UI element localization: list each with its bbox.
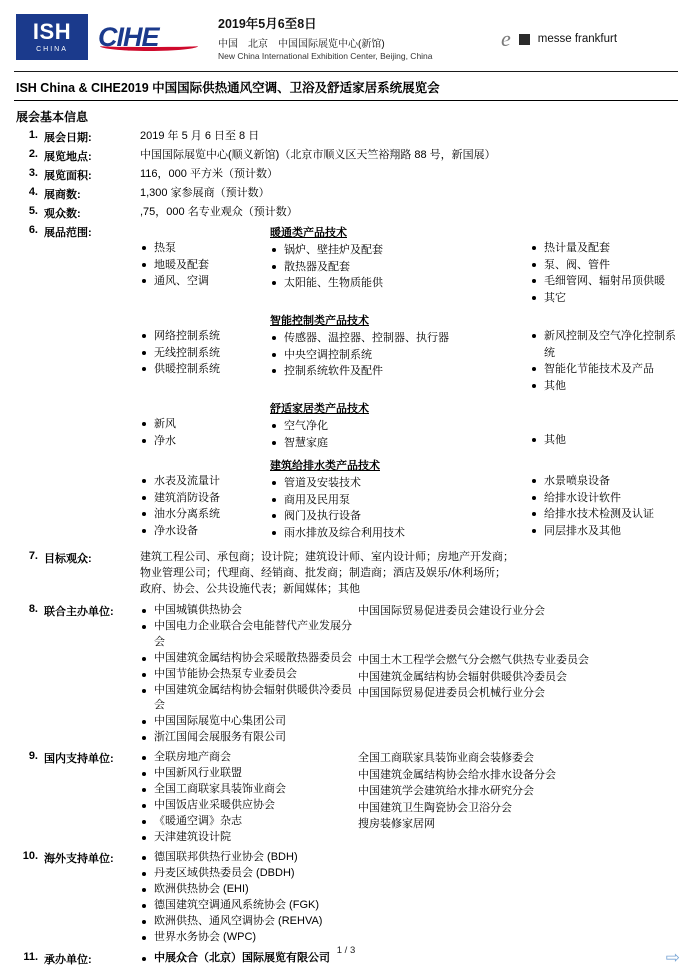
event-location-en: New China International Exhibition Center, Beijing, China	[218, 51, 433, 61]
scope-left-list	[140, 416, 270, 449]
info-row-domestic-supporters	[14, 750, 678, 846]
row-number: 1.	[28, 129, 38, 141]
list-item	[358, 636, 678, 653]
info-row-venue	[14, 148, 678, 164]
co-organizers-list-1	[140, 603, 358, 746]
row-number: 6.	[28, 224, 38, 236]
list-item: 中国城镇供热协会	[140, 603, 358, 619]
list-item: 其他	[530, 378, 678, 395]
scope-mid-column	[270, 312, 530, 394]
list-item: 浙江国闻会展服务有限公司	[140, 730, 358, 746]
list-item: 天津建筑设计院	[140, 830, 358, 846]
list-item: 中国建筑学会建筑给水排水研究分会	[358, 785, 534, 798]
list-item: 中国建筑金属结构协会辐射供暖供冷委员会	[140, 683, 358, 715]
domestic-supporters-list-2	[358, 750, 678, 833]
list-item: 油水分离系统	[140, 506, 270, 523]
list-item: 热计量及配套	[530, 240, 678, 257]
domestic-supporters-list-1	[140, 750, 358, 846]
list-item: 智能化节能技术及产品	[530, 361, 678, 378]
scope-right-column	[530, 312, 678, 394]
info-row-overseas-supporters	[14, 850, 678, 946]
row-number: 9.	[28, 750, 38, 763]
scope-right-list	[530, 432, 678, 449]
page-footer: 1 / 3	[336, 945, 356, 956]
ish-logo-sub: CHINA	[36, 46, 68, 53]
ish-china-logo	[16, 14, 88, 60]
scope-right-column	[530, 224, 678, 306]
scope-category-title: 舒适家居类产品技术	[270, 403, 369, 415]
list-item: 中国建筑金属结构协会采暖散热器委员会	[140, 651, 358, 667]
list-item: 泵、阀、管件	[530, 257, 678, 274]
info-row-scope	[14, 224, 678, 547]
header-event-info	[212, 14, 501, 61]
list-item: 世界水务协会 (WPC)	[140, 930, 678, 946]
scope-group-comfort-home	[140, 400, 678, 451]
scope-group-plumbing	[140, 457, 678, 541]
messe-e-icon: e	[501, 26, 511, 51]
scope-right-column	[530, 400, 678, 451]
scope-right-list	[530, 473, 678, 539]
overseas-supporters-list	[140, 850, 678, 946]
cihe-swoosh-icon	[100, 41, 198, 51]
cihe-logo	[98, 22, 159, 53]
list-item	[358, 619, 678, 636]
list-item: 欧洲供热、通风空调协会 (REHVA)	[140, 914, 678, 930]
list-item: 传感器、温控器、控制器、执行器	[270, 330, 530, 347]
section-title: 展会基本信息	[16, 110, 89, 124]
list-item: 水景喷泉设备	[530, 473, 678, 490]
list-item: 全联房地产商会	[140, 750, 358, 766]
row-number: 11.	[23, 950, 38, 963]
list-item: 同层排水及其他	[530, 523, 678, 540]
info-row-date	[14, 129, 678, 145]
scope-category-title: 建筑给排水类产品技术	[270, 460, 380, 472]
row-value: 2019 年 5 月 6 日至 8 日	[140, 130, 260, 142]
messe-square-icon	[519, 34, 530, 45]
logo-group	[16, 14, 212, 60]
row-value: 116，000 平方米（预计数）	[140, 168, 278, 180]
row-value	[140, 550, 678, 598]
info-row-exhibitors	[14, 186, 678, 202]
event-date: 2019年5月6至8日	[218, 17, 317, 31]
domestic-supporters-col2	[358, 750, 678, 846]
list-item: 控制系统软件及配件	[270, 363, 530, 380]
list-item: 中国国际展览中心集团公司	[140, 714, 358, 730]
list-item: 散热器及配套	[270, 259, 530, 276]
list-item: 无线控制系统	[140, 345, 270, 362]
list-item: 通风、空调	[140, 273, 270, 290]
row-label: 展会日期:	[44, 132, 92, 144]
list-item: 中国节能协会热泵专业委员会	[140, 667, 358, 683]
list-item: 中国建筑金属结构协会辐射供暖供冷委员会	[358, 670, 567, 683]
list-item: 地暖及配套	[140, 257, 270, 274]
list-item: 锅炉、壁挂炉及配套	[270, 242, 530, 259]
row-label: 承办单位:	[44, 953, 92, 966]
list-item: 中国饭店业采暖供应协会	[140, 798, 358, 814]
row-label: 国内支持单位:	[44, 753, 114, 766]
list-item: 中国国际贸易促进委员会建设行业分会	[358, 604, 545, 617]
scope-left-column	[140, 312, 270, 394]
row-number: 2.	[28, 148, 38, 160]
target-line: 物业管理公司；代理商、经销商、批发商；制造商；酒店及娱乐/休利场所；	[140, 566, 507, 579]
row-number: 7.	[28, 550, 38, 562]
list-item: 其他	[530, 432, 678, 449]
list-item: 其它	[530, 290, 678, 307]
scope-left-column	[140, 224, 270, 306]
co-organizers-list-2	[358, 603, 678, 702]
page-title: ISH China & CIHE2019 中国国际供热通风空调、卫浴及舒适家居系统展览会	[16, 81, 440, 95]
info-row-visitors	[14, 205, 678, 221]
list-item: 丹麦区域供热委员会 (DBDH)	[140, 866, 678, 882]
scope-left-column	[140, 457, 270, 541]
next-page-arrow-icon[interactable]: ⇨	[665, 948, 680, 967]
co-organizers-col1	[140, 603, 358, 746]
list-item: 网络控制系统	[140, 328, 270, 345]
co-organizers-col2	[358, 603, 678, 746]
scope-left-list	[140, 328, 270, 378]
list-item: 给排水设计软件	[530, 490, 678, 507]
scope-group-control	[140, 312, 678, 394]
target-line: 建筑工程公司、承包商；设计院；建筑设计师、室内设计师；房地产开发商；	[140, 551, 514, 563]
scope-left-list	[140, 240, 270, 290]
row-value: 中国国际展览中心(顺义新馆)（北京市顺义区天竺裕翔路 88 号，新国展）	[140, 149, 496, 161]
list-item: 水表及流量计	[140, 473, 270, 490]
list-item: 新风控制及空气净化控制系统	[530, 328, 678, 361]
row-number: 10.	[22, 849, 38, 862]
overseas-supporters-list-wrap	[140, 850, 678, 946]
list-item: 热泵	[140, 240, 270, 257]
row-label: 观众数:	[44, 208, 81, 220]
organizer-name: messe frankfurt	[537, 33, 618, 45]
row-number: 3.	[28, 167, 38, 179]
scope-mid-column	[270, 224, 530, 306]
row-label: 展览面积:	[44, 170, 92, 182]
list-item: 净水	[140, 433, 270, 450]
list-item: 中国建筑卫生陶瓷协会卫浴分会	[358, 801, 512, 814]
list-item: 中央空调控制系统	[270, 347, 530, 364]
row-number: 8.	[28, 602, 38, 615]
scope-mid-column	[270, 457, 530, 541]
row-label: 展品范围:	[44, 227, 92, 239]
list-item: 雨水排放及综合利用技术	[270, 525, 530, 542]
list-item: 中展众合（北京）国际展览有限公司	[140, 951, 678, 967]
scope-right-list	[530, 328, 678, 394]
list-item: 商用及民用泵	[270, 492, 530, 509]
header-organizer	[501, 14, 676, 52]
domestic-supporters-columns	[140, 750, 678, 846]
scope-group-hvac	[140, 224, 678, 306]
list-item: 德国联邦供热行业协会 (BDH)	[140, 850, 678, 866]
scope-mid-list	[270, 330, 530, 380]
row-number: 4.	[28, 186, 38, 198]
list-item: 德国建筑空调通风系统协会 (FGK)	[140, 898, 678, 914]
domestic-supporters-col1	[140, 750, 358, 846]
scope-mid-list	[270, 475, 530, 541]
list-item: 搜房装修家居网	[358, 818, 435, 831]
scope-columns	[140, 224, 678, 547]
page-header	[14, 10, 678, 72]
scope-right-column	[530, 457, 678, 541]
ish-logo-main: ISH	[32, 19, 72, 44]
scope-mid-list	[270, 418, 530, 451]
cihe-logo-text: CIHE	[98, 21, 159, 52]
list-item: 中国土木工程学会燃气分会燃气供热专业委员会	[358, 654, 589, 667]
event-location-cn: 中国 北京 中国国际展览中心(新馆)	[218, 39, 385, 50]
info-row-area	[14, 167, 678, 183]
list-item: 空气净化	[270, 418, 530, 435]
row-label: 展览地点:	[44, 151, 92, 163]
scope-right-list	[530, 240, 678, 306]
list-item: 建筑消防设备	[140, 490, 270, 507]
list-item: 供暖控制系统	[140, 361, 270, 378]
row-value: ,75，000 名专业观众（预计数）	[140, 206, 298, 218]
scope-mid-list	[270, 242, 530, 292]
target-line: 政府、协会、公共设施代表；新闻媒体；其他	[140, 582, 360, 595]
scope-left-column	[140, 400, 270, 451]
list-item: 新风	[140, 416, 270, 433]
row-label: 联合主办单位:	[44, 605, 114, 618]
row-value: 1,300 家参展商（预计数）	[140, 187, 270, 199]
co-organizers-columns	[140, 603, 678, 746]
scope-left-list	[140, 473, 270, 539]
list-item: 中国电力企业联合会电能替代产业发展分会	[140, 619, 358, 651]
list-item: 净水设备	[140, 523, 270, 540]
list-item: 全国工商联家具装饰业商会装修委会	[358, 752, 534, 765]
list-item: 太阳能、生物质能供	[270, 275, 530, 292]
list-item: 欧洲供热协会 (EHI)	[140, 882, 678, 898]
info-row-target-visitors	[14, 550, 678, 598]
list-item: 阀门及执行设备	[270, 508, 530, 525]
list-item: 给排水技术检测及认证	[530, 506, 678, 523]
list-item: 智慧家庭	[270, 435, 530, 452]
list-item: 管道及安装技术	[270, 475, 530, 492]
row-number: 5.	[28, 205, 38, 217]
row-label: 海外支持单位:	[44, 852, 114, 865]
list-item: 全国工商联家具装饰业商会	[140, 782, 358, 798]
list-item: 毛细管网、辐射吊顶供暖	[530, 273, 678, 290]
list-item: 中国新风行业联盟	[140, 766, 358, 782]
scope-category-title: 智能控制类产品技术	[270, 315, 369, 327]
scope-mid-column	[270, 400, 530, 451]
list-item: 《暖通空调》杂志	[140, 814, 358, 830]
scope-category-title: 暖通类产品技术	[270, 227, 347, 239]
row-label: 目标观众:	[44, 553, 92, 565]
row-label: 展商数:	[44, 189, 81, 201]
info-row-co-organizers	[14, 603, 678, 746]
list-item: 中国建筑金属结构协会给水排水设备分会	[358, 768, 556, 781]
list-item: 中国国际贸易促进委员会机械行业分会	[358, 687, 545, 700]
